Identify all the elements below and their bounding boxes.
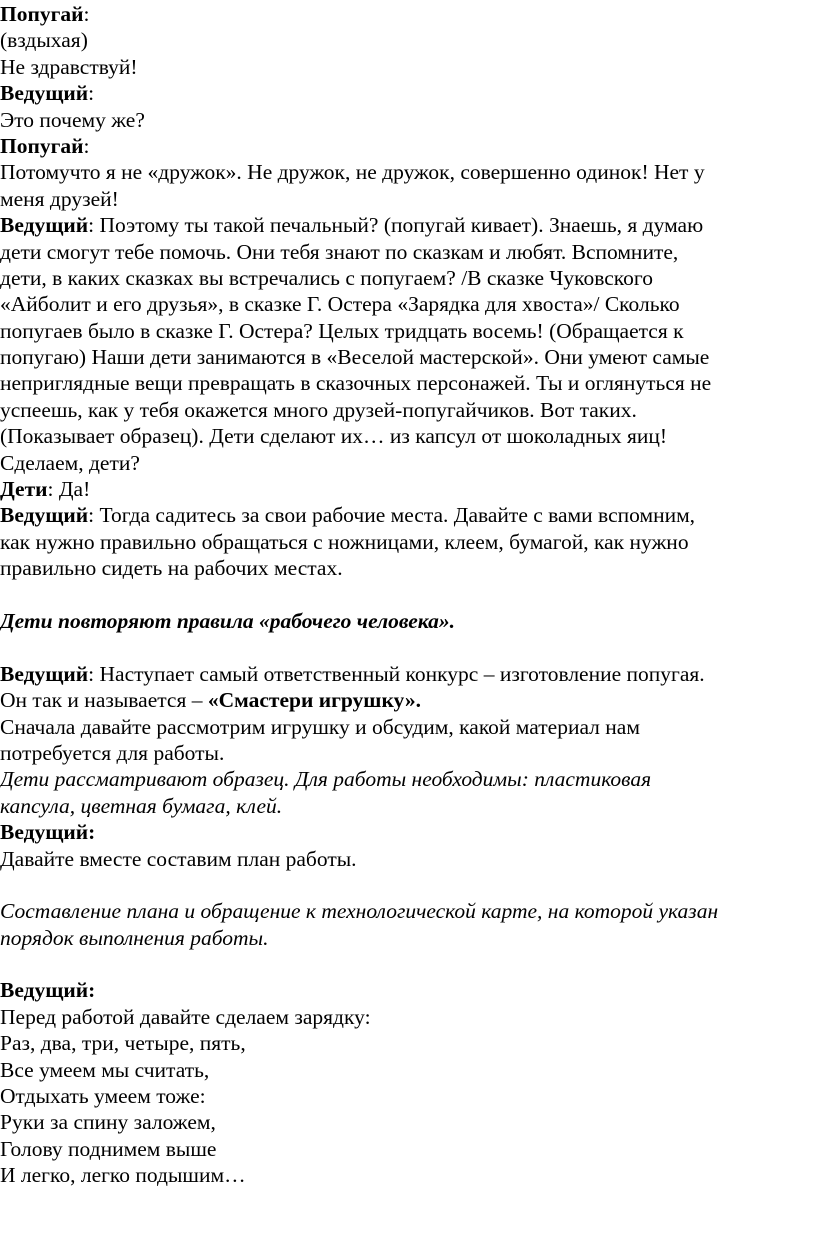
text-line: меня друзей! [0, 186, 119, 211]
text-line: успеешь, как у тебя окажется много друзей-попугайчиков. Вот таких. [0, 397, 637, 422]
speaker-name: Ведущий: [0, 978, 96, 1003]
speaker-line [0, 661, 816, 687]
speaker-name: Ведущий [0, 81, 89, 106]
text-line: неприглядные вещи превращать в сказочных персонажей. Ты и оглянуться не [0, 371, 712, 396]
text-line: (Показывает образец). Дети сделают их… из капсул от шоколадных яиц! [0, 424, 668, 449]
speaker-line [0, 502, 816, 528]
line-text: : Поэтому ты такой печальный? (попугай кивает). Знаешь, я думаю [88, 213, 704, 238]
stage-direction [0, 793, 816, 819]
text-line: Сделаем, дети? [0, 450, 140, 475]
poem-line: Все умеем мы считать, [0, 1057, 210, 1082]
line-text: : [83, 133, 90, 158]
text-line: Давайте вместе составим план работы. [0, 846, 357, 871]
text-line: правильно сидеть на рабочих местах. [0, 556, 343, 581]
speaker-name: Ведущий [0, 661, 89, 686]
line-text: : Тогда садитесь за свои рабочие места. Давайте с вами вспомним, [88, 503, 696, 528]
line-text: : [88, 81, 95, 106]
line-text: Он так и называется – [0, 688, 208, 713]
poem-line: Руки за спину заложем, [0, 1110, 216, 1135]
speaker-line [0, 212, 816, 238]
text-line: как нужно правильно обращаться с ножницами, клеем, бумагой, как нужно [0, 529, 689, 554]
speaker-line [0, 819, 816, 845]
stage-direction-text: капсула, цветная бумага, клей. [0, 793, 283, 818]
stage-direction [0, 925, 816, 951]
speaker-name: Ведущий [0, 213, 89, 238]
poem-line: И легко, легко подышим… [0, 1163, 246, 1188]
line-text: : [83, 2, 90, 26]
speaker-name: Дети [0, 477, 48, 502]
blank-line [0, 634, 816, 660]
text-line: (вздыхая) [0, 28, 88, 53]
poem-line: Отдыхать умеем тоже: [0, 1084, 206, 1109]
text-line: потребуется для работы. [0, 740, 225, 765]
stage-direction-text: порядок выполнения работы. [0, 925, 269, 950]
speaker-line [0, 977, 816, 1003]
text-line: Не здравствуй! [0, 54, 138, 79]
speaker-line [0, 133, 816, 159]
poem-line: Раз, два, три, четыре, пять, [0, 1031, 246, 1056]
poem-line: Голову поднимем выше [0, 1136, 217, 1161]
text-line: Сначала давайте рассмотрим игрушку и обсудим, какой материал нам [0, 714, 640, 739]
text-line: дети смогут тебе помочь. Они тебя знают по сказкам и любят. Вспомните, [0, 239, 679, 264]
text-line: дети, в каких сказках вы встречались с попугаем? /В сказке Чуковского [0, 265, 653, 290]
contest-title: «Смастери игрушку». [207, 688, 421, 713]
speaker-name: Ведущий [0, 503, 89, 528]
stage-direction-text: Дети повторяют правила «рабочего человека». [0, 608, 455, 633]
text-line [0, 687, 816, 713]
speaker-name: Попугай [0, 2, 84, 26]
speaker-line [0, 476, 816, 502]
stage-direction [0, 766, 816, 792]
line-text: : Да! [47, 477, 91, 502]
line-text: : Наступает самый ответственный конкурс – изготовление попугая. [88, 661, 705, 686]
blank-line [0, 872, 816, 898]
text-line: попугаю) Наши дети занимаются в «Веселой мастерской». Они умеют самые [0, 345, 710, 370]
speaker-name: Попугай [0, 133, 84, 158]
speaker-name: Ведущий: [0, 820, 96, 845]
stage-direction [0, 898, 816, 924]
text-line: Потомучто я не «дружок». Не дружок, не дружок, совершенно одинок! Нет у [0, 160, 705, 185]
text-line: Это почему же? [0, 107, 145, 132]
speaker-line [0, 1, 816, 27]
stage-direction [0, 608, 816, 634]
text-line: попугаев было в сказке Г. Остера? Целых тридцать восемь! (Обращается к [0, 318, 684, 343]
text-line: «Айболит и его друзья», в сказке Г. Остера «Зарядка для хвоста»/ Сколько [0, 292, 680, 317]
stage-direction-text: Дети рассматривают образец. Для работы необходимы: пластиковая [0, 767, 652, 792]
text-line: Перед работой давайте сделаем зарядку: [0, 1004, 371, 1029]
speaker-line [0, 80, 816, 106]
stage-direction-text: Составление плана и обращение к технологической карте, на которой указан [0, 899, 719, 924]
blank-line [0, 951, 816, 977]
blank-line [0, 582, 816, 608]
